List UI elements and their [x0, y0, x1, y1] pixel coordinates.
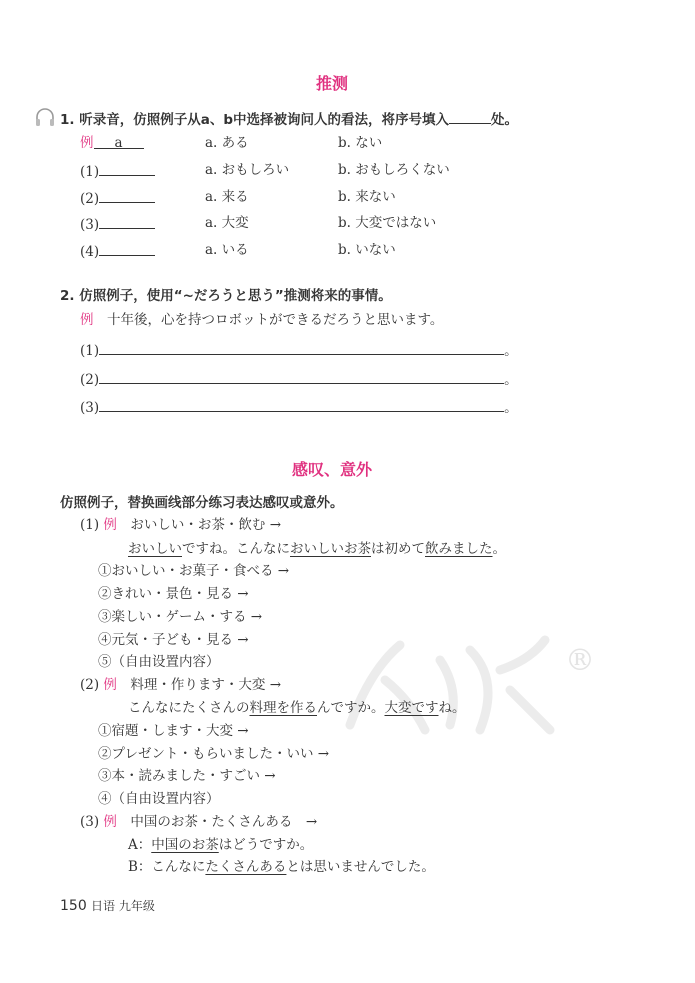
write-line: (2) 。 — [80, 369, 518, 389]
publisher-watermark — [330, 630, 560, 740]
answer-blank[interactable] — [99, 340, 504, 355]
answer-row: (2) — [80, 188, 155, 208]
group-2-answer: こんなにたくさんの料理を作るんですか。大変ですね。 — [128, 700, 466, 716]
section-title-guess: 推测 — [316, 74, 349, 93]
answer-row: (3) — [80, 214, 155, 234]
option-a: a. ある — [205, 135, 249, 151]
write-line: (1) 。 — [80, 340, 518, 360]
answer-blank[interactable] — [99, 188, 155, 203]
answer-blank[interactable] — [99, 369, 504, 384]
option-b: b. いない — [338, 242, 396, 258]
exercise-item: ①宿題・します・大変 → — [98, 723, 249, 739]
answer-row: (4) — [80, 241, 155, 261]
group-3-example: (3) 例 中国のお茶・たくさんある → — [80, 814, 318, 830]
exercise-item: ③本・読みました・すごい → — [98, 768, 276, 784]
option-b: b. ない — [338, 135, 383, 151]
answer-blank[interactable] — [99, 241, 155, 256]
exercise-item: ②プレゼント・もらいました・いい → — [98, 746, 330, 762]
instruction: 仿照例子，替换画线部分练习表达感叹或意外。 — [60, 495, 344, 511]
answer-blank[interactable] — [99, 214, 155, 229]
group-1-example: (1) 例 おいしい・お茶・飲む → — [80, 517, 282, 533]
option-b: b. 大変ではない — [338, 215, 437, 231]
exercise-item: ②きれい・景色・見る → — [98, 586, 249, 602]
group-2-example: (2) 例 料理・作ります・大変 → — [80, 677, 282, 693]
option-a: a. おもしろい — [205, 162, 290, 178]
example-row: 例 a — [80, 134, 144, 152]
section-title-exclamation: 感叹、意外 — [292, 460, 373, 479]
question-2: 2. 仿照例子，使用“~だろうと思う”推测将来的事情。 — [60, 288, 392, 304]
exercise-item: ①おいしい・お菓子・食べる → — [98, 563, 290, 579]
example-sentence: 例 十年後，心を持つロボットができるだろうと思います。 — [80, 312, 444, 328]
exercise-item: ④（自由设置内容） — [98, 791, 220, 807]
exercise-item: ⑤（自由设置内容） — [98, 654, 220, 670]
group-1-answer: おいしいですね。こんなにおいしいお茶は初めて飲みました。 — [128, 541, 506, 557]
answer-row: (1) — [80, 161, 155, 181]
answer-blank[interactable] — [99, 161, 155, 176]
dialogue-a: A：中国のお茶はどうですか。 — [128, 837, 314, 853]
page-number: 150 — [60, 898, 87, 914]
option-a: a. いる — [205, 242, 249, 258]
option-b: b. 来ない — [338, 189, 396, 205]
option-b: b. おもしろくない — [338, 162, 450, 178]
option-a: a. 来る — [205, 189, 249, 205]
dialogue-b: B：こんなにたくさんあるとは思いませんでした。 — [128, 859, 435, 875]
answer-blank[interactable] — [99, 397, 504, 412]
registered-mark: ® — [565, 643, 595, 678]
question-1: 1. 听录音，仿照例子从a、b中选择被询问人的看法，将序号填入 处。 — [60, 109, 518, 129]
option-a: a. 大変 — [205, 215, 249, 231]
page-footer — [60, 897, 155, 915]
exercise-item: ③楽しい・ゲーム・する → — [98, 609, 263, 625]
headphones-icon[interactable] — [34, 106, 56, 128]
write-line: (3) 。 — [80, 397, 518, 417]
exercise-item: ④元気・子ども・見る → — [98, 632, 249, 648]
book-title: 日语 九年级 — [91, 899, 155, 913]
